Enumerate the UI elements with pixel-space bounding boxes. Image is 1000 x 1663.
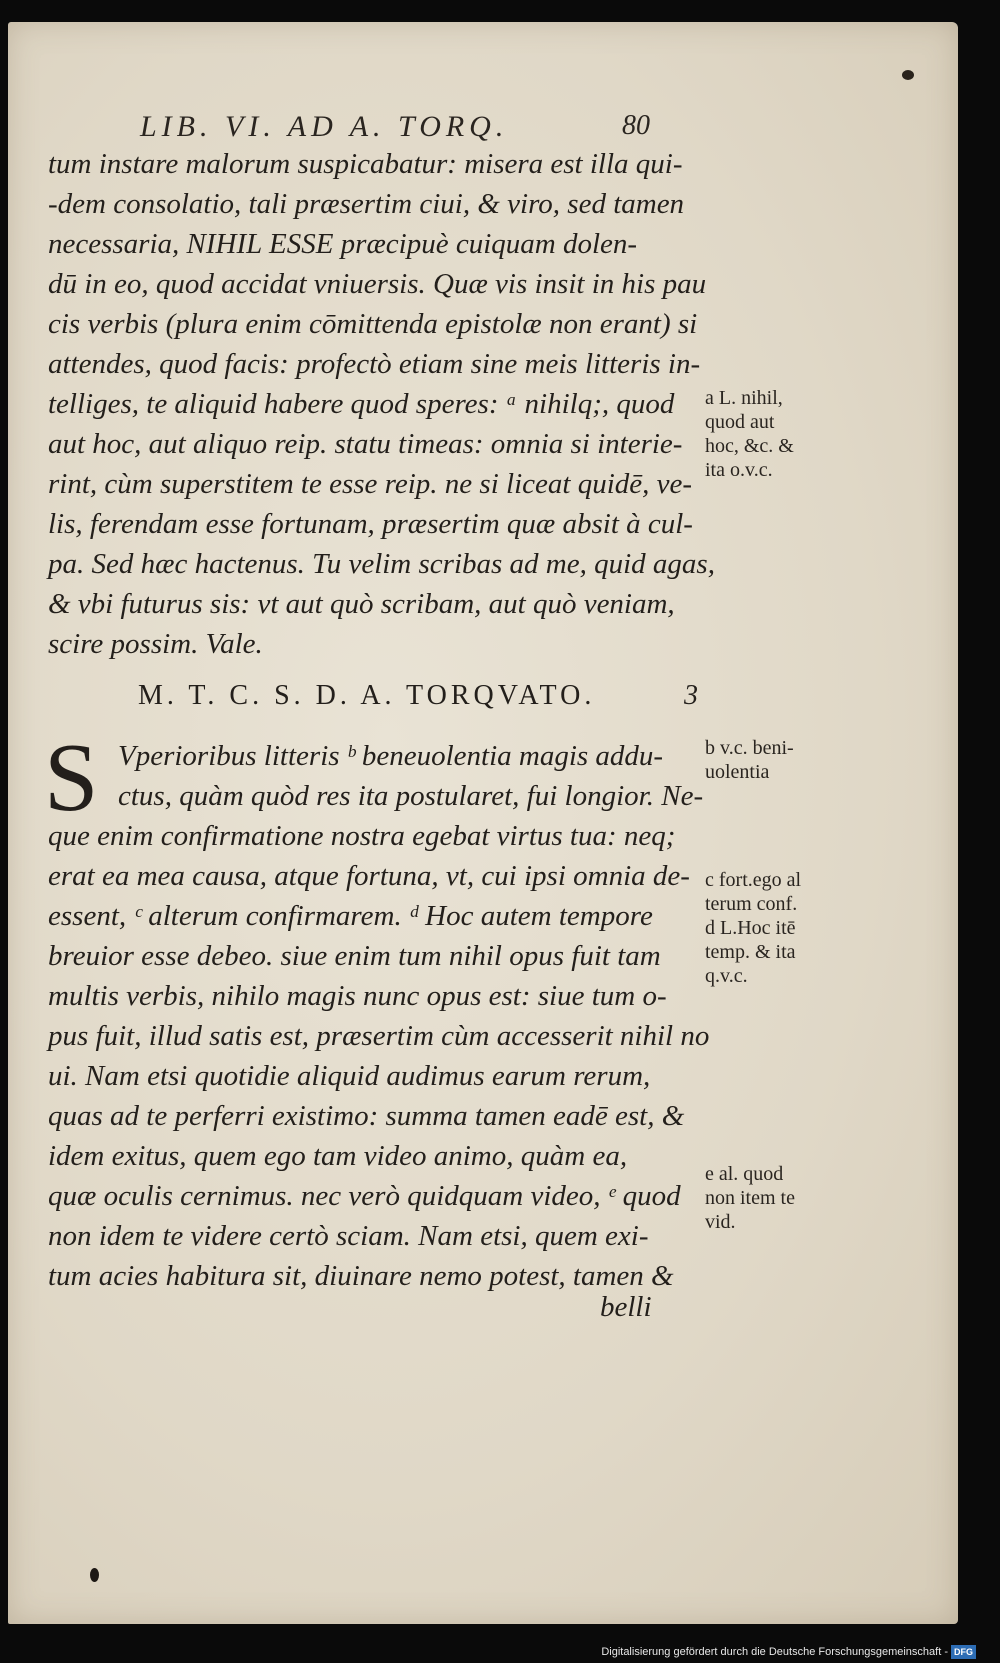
- text-line: scire possim. Vale.: [48, 628, 263, 660]
- marginal-note: b v.c. beni- uolentia: [705, 737, 794, 783]
- dfg-logo: DFG: [951, 1645, 976, 1659]
- letter-2-title: [138, 676, 698, 716]
- marginal-note: e al. quod non item te vid.: [705, 1163, 795, 1233]
- text-line: pus fuit, illud satis est, præsertim cùm accesserit nihil no: [48, 1020, 710, 1052]
- ink-spot: [902, 70, 914, 80]
- running-header: [140, 110, 650, 150]
- text-line: pa. Sed hæc hactenus. Tu velim scribas ad me, quid agas,: [48, 548, 715, 580]
- ink-spot: [90, 1568, 99, 1582]
- text-line: non idem te videre certò sciam. Nam etsi, quem exi-: [48, 1220, 649, 1252]
- credit-text: Digitalisierung gefördert durch die Deutsche Forschungsgemeinschaft -: [601, 1646, 948, 1658]
- text-line: rint, cùm superstitem te esse reip. ne si liceat quidē, ve-: [48, 468, 693, 500]
- running-title: LIB. VI. AD A. TORQ.: [140, 110, 509, 143]
- digitization-credit: [596, 1641, 976, 1663]
- marginal-note: a L. nihil, quod aut hoc, &c. & ita o.v.c.: [705, 387, 794, 481]
- text-line: essent, ᶜ alterum confirmarem. ᵈ Hoc autem tempore: [48, 900, 653, 932]
- text-line: que enim confirmatione nostra egebat virtus tua: neq;: [48, 820, 676, 852]
- text-line: quæ oculis cernimus. nec verò quidquam video, ᵉ quod: [48, 1180, 681, 1212]
- text-line: aut hoc, aut aliquo reip. statu timeas: omnia si interie-: [48, 428, 683, 460]
- marginal-note: c fort.ego al terum conf. d L.Hoc itē temp. & ita q.v.c.: [705, 869, 802, 987]
- text-line: -dem consolatio, tali præsertim ciui, & viro, sed tamen: [48, 188, 685, 220]
- text-line: ui. Nam etsi quotidie aliquid audimus earum rerum,: [48, 1060, 651, 1092]
- text-line: idem exitus, quem ego tam video animo, quàm ea,: [48, 1140, 628, 1172]
- text-line: quas ad te perferri existimo: summa tamen eadē est, &: [48, 1100, 685, 1132]
- text-line: telliges, te aliquid habere quod speres: ᵃ nihilq;, quod: [48, 388, 675, 420]
- text-line: & vbi futurus sis: vt aut quò scribam, aut quò veniam,: [48, 588, 675, 620]
- letter-title-text: M. T. C. S. D. A. TORQVATO.: [138, 680, 596, 711]
- text-line: tum acies habitura sit, diuinare nemo potest, tamen &: [48, 1260, 674, 1292]
- folio-number: 80: [622, 110, 650, 141]
- text-line: lis, ferendam esse fortunam, præsertim quæ absit à cul-: [48, 508, 693, 540]
- catchword: belli: [600, 1291, 652, 1323]
- text-line: erat ea mea causa, atque fortuna, vt, cui ipsi omnia de-: [48, 860, 690, 892]
- letter-number: 3: [684, 680, 698, 711]
- text-line: Vperioribus litteris ᵇ beneuolentia magis addu-: [118, 740, 664, 772]
- text-line: ctus, quàm quòd res ita postularet, fui longior. Ne-: [118, 780, 704, 812]
- text-line: necessaria, NIHIL ESSE præcipuè cuiquam dolen-: [48, 228, 638, 260]
- text-line: dū in eo, quod accidat vniuersis. Quæ vis insit in his pau: [48, 268, 707, 300]
- text-line: attendes, quod facis: profectò etiam sine meis litteris in-: [48, 348, 701, 380]
- text-line: cis verbis (plura enim cōmittenda epistolæ non erant) si: [48, 308, 698, 340]
- text-line: breuior esse debeo. siue enim tum nihil opus fuit tam: [48, 940, 661, 972]
- drop-cap: S: [44, 724, 99, 832]
- text-line: multis verbis, nihilo magis nunc opus est: siue tum o-: [48, 980, 667, 1012]
- text-line: tum instare malorum suspicabatur: misera est illa qui-: [48, 148, 683, 180]
